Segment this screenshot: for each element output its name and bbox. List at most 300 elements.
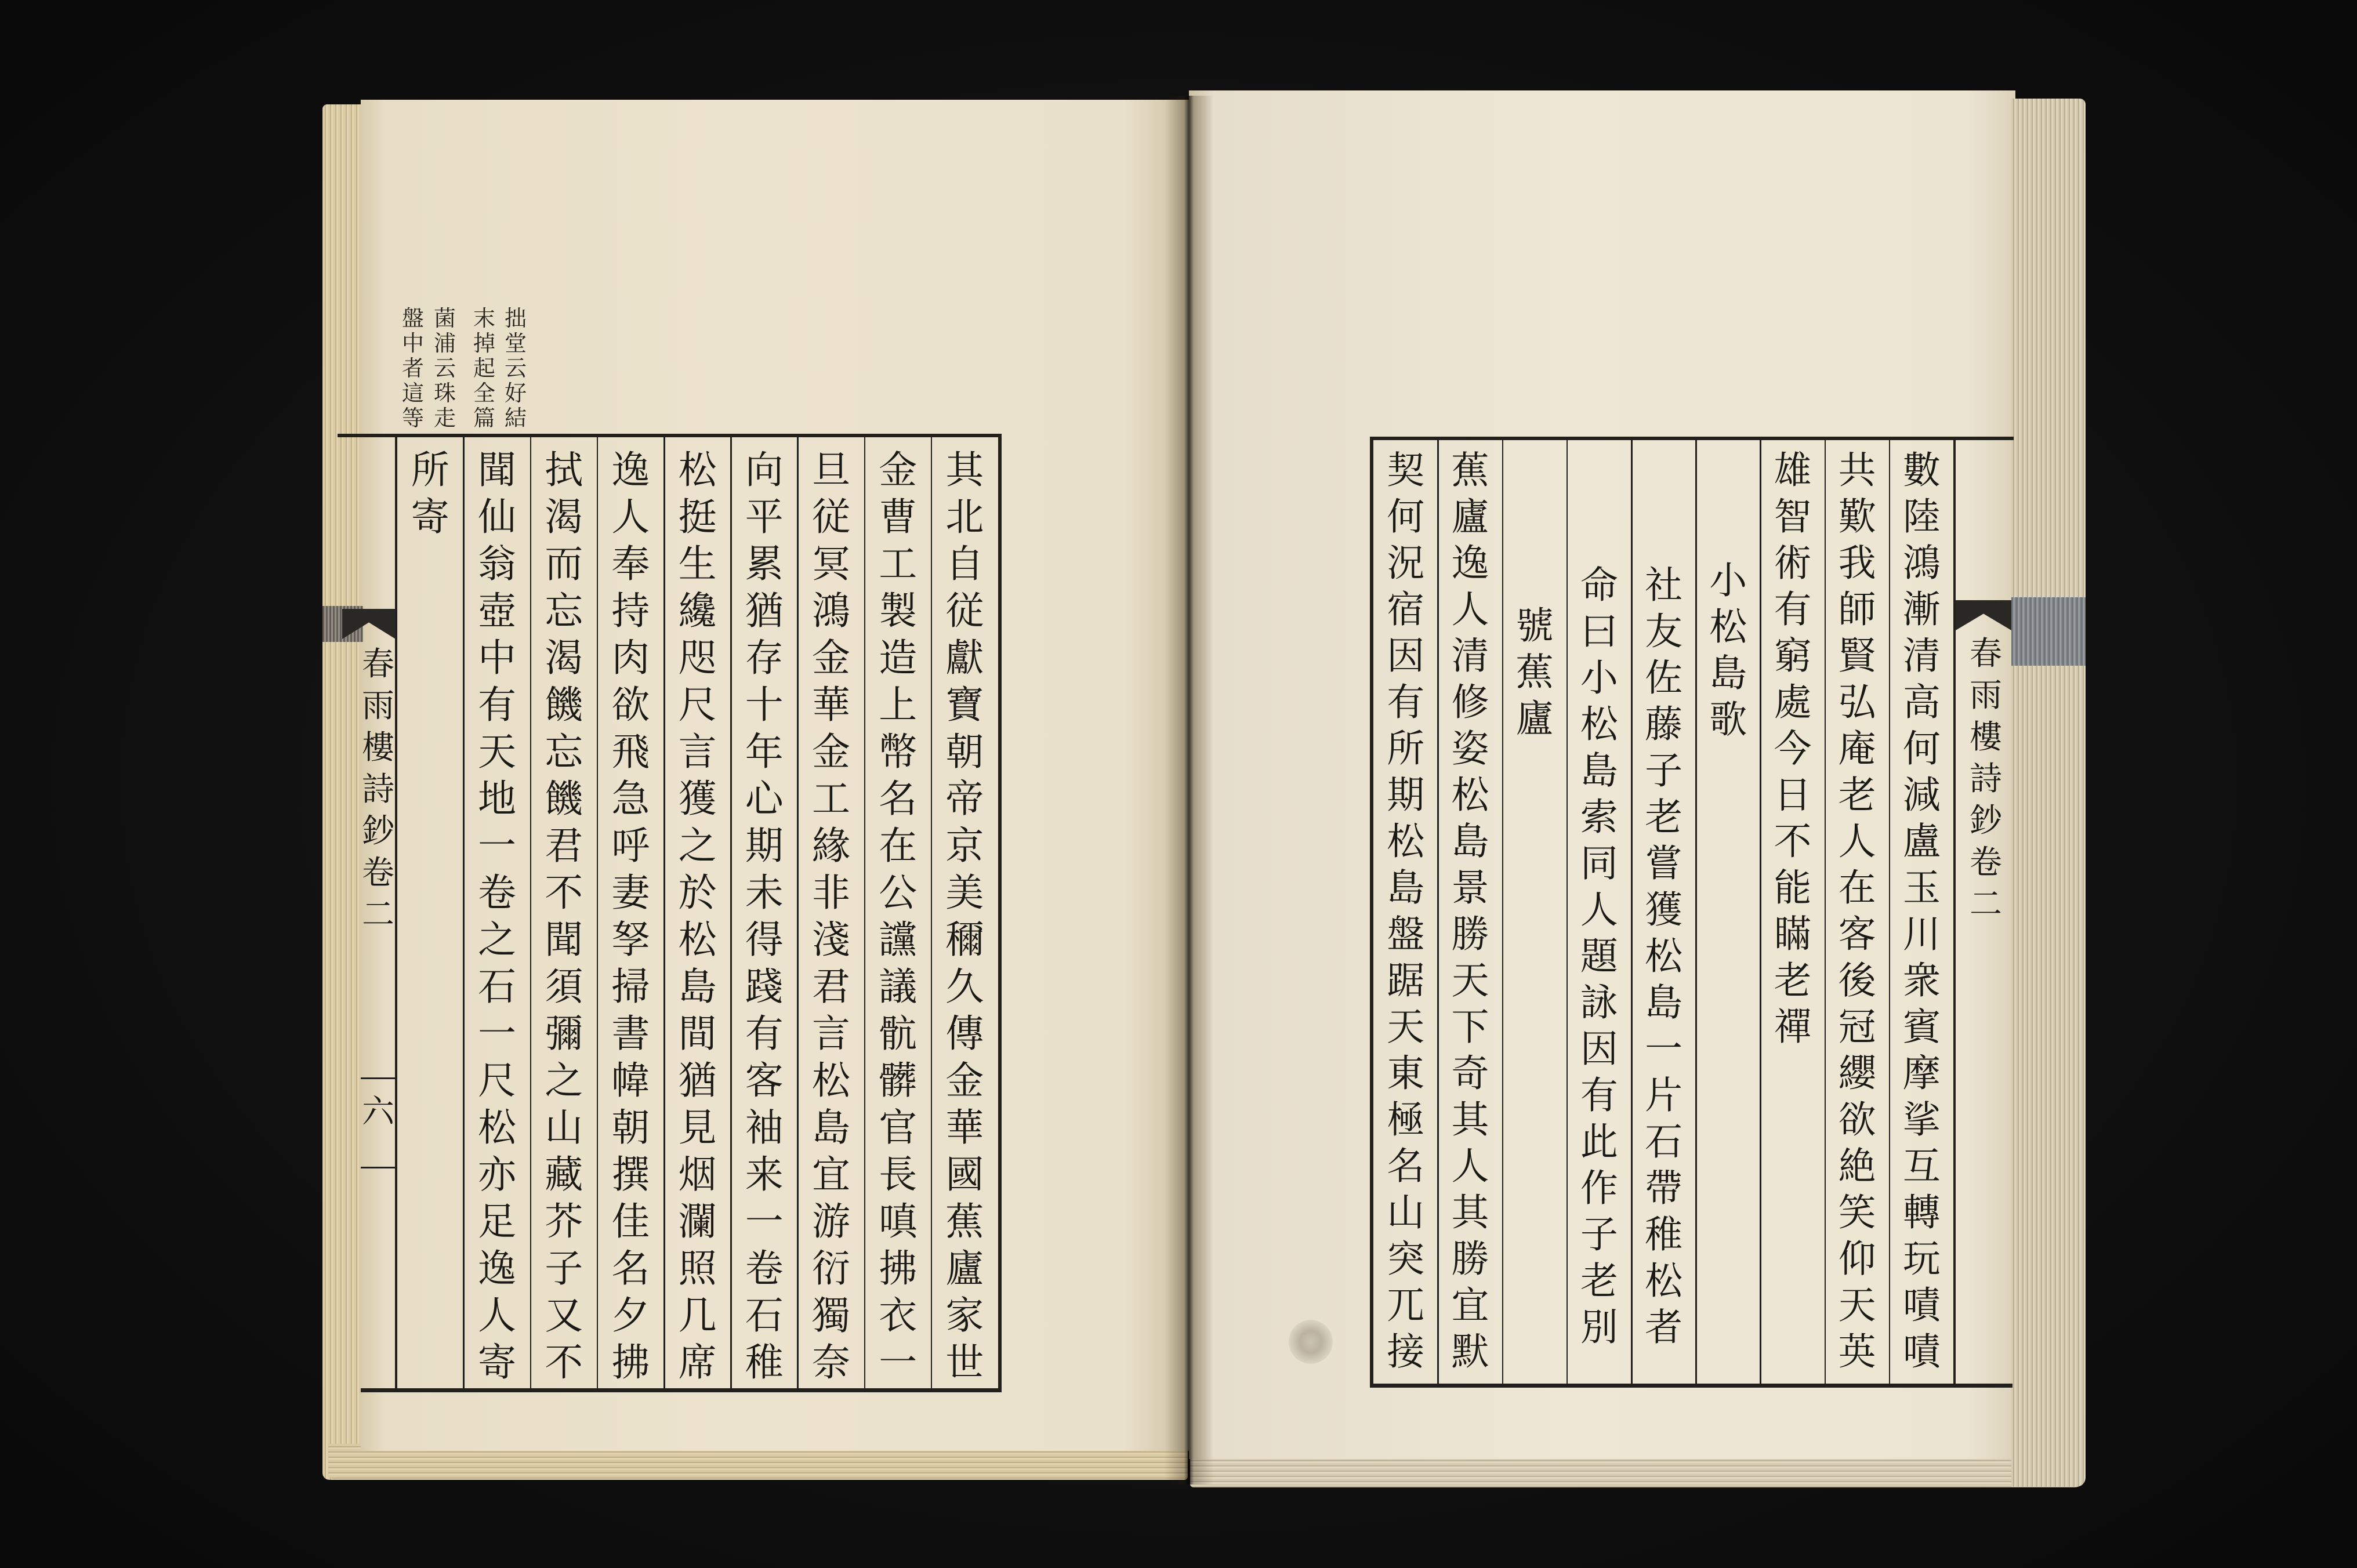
glyph: 卷 — [1970, 844, 2002, 881]
glyph: 廬 — [1451, 495, 1489, 539]
glyph: 年 — [745, 729, 784, 774]
glyph: 帝 — [945, 776, 984, 821]
glyph: 美 — [945, 870, 984, 915]
glyph: 仙 — [477, 495, 516, 539]
glyph: 老 — [1645, 796, 1683, 839]
glyph: 術 — [1774, 542, 1812, 585]
glyph: 渴 — [545, 495, 583, 539]
glyph: 玩 — [1902, 1237, 1941, 1281]
glyph: 題 — [1580, 935, 1618, 978]
glyph: 川 — [1902, 913, 1941, 956]
glyph: 曰 — [1580, 610, 1618, 654]
glyph: 其 — [1451, 1191, 1489, 1235]
glyph: 松 — [1645, 935, 1683, 978]
right-frame-bottom-border — [1370, 1384, 2012, 1388]
glyph: 十 — [745, 683, 784, 727]
glyph: 期 — [1387, 774, 1425, 817]
glyph: 拙 — [504, 306, 527, 331]
glyph: 肉 — [611, 636, 650, 680]
glyph: 蕉 — [1515, 651, 1554, 694]
glyph: 老 — [1580, 1260, 1618, 1303]
glyph: 金 — [945, 1058, 984, 1103]
glyph: 人 — [1451, 588, 1489, 631]
glyph: 累 — [745, 542, 784, 586]
glyph: 詠 — [1580, 981, 1618, 1025]
glyph: 仰 — [1838, 1237, 1876, 1281]
glyph: 全 — [473, 380, 495, 406]
glyph: 淺 — [811, 917, 850, 962]
glyph: 有 — [477, 683, 516, 727]
glyph: 華 — [811, 683, 850, 727]
glyph: 二 — [1970, 885, 2002, 923]
glyph: 奇 — [1451, 1052, 1489, 1095]
glyph: 芥 — [545, 1199, 583, 1244]
glyph: 傳 — [945, 1011, 984, 1056]
text-column — [1438, 448, 1502, 1375]
glyph: 老 — [1838, 774, 1876, 817]
glyph: 石 — [477, 964, 516, 1009]
text-column — [1760, 448, 1825, 1051]
glyph: 卷 — [745, 1246, 784, 1291]
glyph: 翁 — [477, 542, 516, 586]
glyph: 東 — [1387, 1052, 1425, 1095]
glyph: 作 — [1580, 1167, 1618, 1210]
glyph: 人 — [477, 1293, 516, 1338]
preface-column — [1631, 562, 1696, 1351]
glyph: 今 — [1774, 727, 1812, 771]
glyph: 飛 — [611, 729, 650, 774]
glyph: 一 — [477, 1011, 516, 1056]
glyph: 客 — [1838, 913, 1876, 956]
glyph: 獨 — [811, 1293, 850, 1338]
glyph: 袖 — [745, 1105, 784, 1150]
glyph: 尺 — [477, 1058, 516, 1103]
glyph: 尺 — [678, 683, 717, 727]
glyph: 絶 — [1838, 1145, 1876, 1188]
glyph: 盤 — [401, 306, 424, 331]
glyph: 者 — [401, 355, 424, 381]
glyph: 藏 — [545, 1152, 583, 1197]
glyph: 言 — [678, 729, 717, 774]
glyph: 其 — [945, 448, 984, 492]
glyph: 之 — [545, 1058, 583, 1103]
glyph: 君 — [545, 823, 583, 868]
glyph: 石 — [745, 1293, 784, 1338]
glyph: 者 — [1645, 1306, 1683, 1349]
glyph: 接 — [1387, 1330, 1425, 1374]
glyph: 宿 — [1387, 588, 1425, 631]
glyph: 詩 — [1970, 760, 2002, 798]
glyph: 在 — [1838, 866, 1876, 910]
glyph: 呼 — [611, 823, 650, 868]
glyph: 摩 — [1902, 1052, 1941, 1095]
glyph: 處 — [1774, 681, 1812, 724]
glyph: 朝 — [611, 1105, 650, 1150]
glyph: 結 — [504, 405, 527, 431]
glyph: 緣 — [811, 823, 850, 868]
glyph: 石 — [1645, 1120, 1683, 1164]
glyph: 孥 — [611, 917, 650, 962]
stamp-mark — [1289, 1320, 1333, 1364]
glyph: 歌 — [1709, 698, 1747, 742]
glyph: 自 — [945, 542, 984, 586]
glyph: 有 — [1387, 681, 1425, 724]
glyph: 寄 — [477, 1340, 516, 1385]
glyph: 挺 — [678, 495, 717, 539]
glyph: 名 — [611, 1246, 650, 1291]
glyph: 因 — [1580, 1028, 1618, 1071]
glyph: 照 — [678, 1246, 717, 1291]
glyph: 心 — [745, 776, 784, 821]
glyph: 樓 — [362, 729, 394, 767]
glyph: 島 — [1645, 981, 1683, 1025]
glyph: 平 — [745, 495, 784, 539]
glyph: 議 — [879, 964, 918, 1009]
glyph: 子 — [1645, 749, 1683, 793]
glyph: 窮 — [1774, 634, 1812, 678]
glyph: 宜 — [811, 1152, 850, 1197]
glyph: 未 — [745, 870, 784, 915]
glyph: 兀 — [1387, 1284, 1425, 1327]
glyph: 忘 — [545, 729, 583, 774]
glyph: 號 — [1515, 604, 1554, 648]
glyph: 玉 — [1902, 866, 1941, 910]
glyph: 期 — [745, 823, 784, 868]
glyph: 幣 — [879, 729, 918, 774]
glyph: 此 — [1580, 1120, 1618, 1164]
glyph: 島 — [1709, 652, 1747, 695]
glyph: 寶 — [945, 683, 984, 727]
glyph: 足 — [477, 1199, 516, 1244]
text-column — [1825, 448, 1890, 1375]
glyph: 金 — [879, 448, 918, 492]
glyph: 地 — [477, 776, 516, 821]
glyph: 有 — [1580, 1074, 1618, 1117]
glyph: 一 — [1645, 1028, 1683, 1071]
glyph: 纓 — [1838, 1052, 1876, 1095]
glyph: 陸 — [1902, 495, 1941, 539]
glyph: 云 — [433, 355, 456, 381]
right-frame-top-border — [1370, 437, 2014, 440]
glyph: 瀾 — [678, 1199, 717, 1244]
glyph: 片 — [1645, 1074, 1683, 1117]
glyph: 家 — [945, 1293, 984, 1338]
glyph: 公 — [879, 870, 918, 915]
glyph: 藤 — [1645, 703, 1683, 746]
glyph: 而 — [545, 542, 583, 586]
glyph: 松 — [1387, 820, 1425, 863]
glyph: 穪 — [945, 917, 984, 962]
glyph: 天 — [1838, 1284, 1876, 1327]
glyph: 漸 — [1902, 588, 1941, 631]
glyph: 従 — [811, 495, 850, 539]
glyph: 盤 — [1387, 913, 1425, 956]
glyph: 師 — [1838, 588, 1876, 631]
glyph: 松 — [477, 1105, 516, 1150]
glyph: 所 — [1387, 727, 1425, 771]
glyph: 社 — [1645, 564, 1683, 607]
glyph: 稚 — [745, 1340, 784, 1385]
glyph: 造 — [879, 636, 918, 680]
glyph: 詩 — [362, 771, 394, 808]
right-page-edge-stack — [2011, 99, 2086, 1487]
glyph: 嘖 — [1902, 1284, 1941, 1327]
glyph: 欲 — [1838, 1098, 1876, 1142]
glyph: 不 — [1774, 820, 1812, 863]
glyph: 勝 — [1451, 1237, 1489, 1281]
glyph: 同 — [1580, 842, 1618, 885]
glyph: 挲 — [1902, 1098, 1941, 1142]
glyph: 轉 — [1902, 1191, 1941, 1235]
glyph: 卷 — [477, 870, 516, 915]
glyph: 賓 — [1902, 1006, 1941, 1049]
glyph: 不 — [545, 1340, 583, 1385]
glyph: 奈 — [811, 1340, 850, 1385]
glyph: 几 — [678, 1293, 717, 1338]
glyph: 默 — [1451, 1330, 1489, 1374]
glyph: 中 — [477, 636, 516, 680]
glyph: 瞞 — [1774, 913, 1812, 956]
glyph: 一 — [879, 1340, 918, 1385]
glyph: 鈔 — [362, 812, 394, 850]
glyph: 卷 — [362, 854, 394, 892]
glyph: 官 — [879, 1105, 918, 1150]
glyph: 長 — [879, 1152, 918, 1197]
glyph: 突 — [1387, 1237, 1425, 1281]
glyph: 堂 — [504, 331, 527, 356]
glyph: 久 — [945, 964, 984, 1009]
right-page-edge-ink-band — [2011, 597, 2086, 666]
glyph: 能 — [1774, 866, 1812, 910]
glyph: 春 — [362, 645, 394, 683]
text-column — [1890, 448, 1954, 1375]
glyph: 製 — [879, 589, 918, 633]
glyph: 松 — [678, 448, 717, 492]
glyph: 嘖 — [1902, 1330, 1941, 1374]
glyph: 春 — [1970, 635, 2002, 673]
glyph: 猶 — [745, 589, 784, 633]
glyph: 島 — [1387, 866, 1425, 910]
glyph: 英 — [1838, 1330, 1876, 1374]
glyph: 踐 — [745, 964, 784, 1009]
glyph: 契 — [1387, 449, 1425, 492]
glyph: 走 — [433, 405, 456, 431]
glyph: 華 — [945, 1105, 984, 1150]
glyph: 廬 — [1515, 697, 1554, 741]
glyph: 中 — [401, 331, 424, 356]
glyph: 何 — [1902, 727, 1941, 771]
glyph: 烟 — [678, 1152, 717, 1197]
glyph: 逸 — [1451, 542, 1489, 585]
glyph: 君 — [811, 964, 850, 1009]
glyph: 弘 — [1838, 681, 1876, 724]
glyph: 浦 — [433, 331, 456, 356]
text-column — [1373, 448, 1438, 1375]
glyph: 六 — [362, 1093, 394, 1131]
glyph: 所 — [411, 448, 449, 492]
glyph: 友 — [1645, 610, 1683, 654]
glyph: 之 — [678, 823, 717, 868]
glyph: 猶 — [678, 1058, 717, 1103]
glyph: 拂 — [879, 1246, 918, 1291]
glyph: 従 — [945, 589, 984, 633]
glyph: 客 — [745, 1058, 784, 1103]
glyph: 書 — [611, 1011, 650, 1056]
glyph: 非 — [811, 870, 850, 915]
glyph: 松 — [1709, 605, 1747, 649]
glyph: 佐 — [1645, 656, 1683, 700]
glyph: 島 — [1580, 749, 1618, 793]
glyph: 松 — [811, 1058, 850, 1103]
glyph: 嗔 — [879, 1199, 918, 1244]
glyph: 云 — [504, 355, 527, 381]
glyph: 撰 — [611, 1152, 650, 1197]
glyph: 小 — [1580, 656, 1618, 700]
glyph: 上 — [879, 683, 918, 727]
glyph: 聞 — [545, 917, 583, 962]
glyph: 不 — [545, 870, 583, 915]
glyph: 等 — [401, 405, 424, 431]
glyph: 菌 — [433, 306, 456, 331]
glyph: 須 — [545, 964, 583, 1009]
glyph: 一 — [477, 823, 516, 868]
glyph: 得 — [745, 917, 784, 962]
glyph: 起 — [473, 355, 495, 381]
glyph: 雄 — [1774, 449, 1812, 492]
glyph: 逸 — [477, 1246, 516, 1291]
glyph: 朝 — [945, 729, 984, 774]
glyph: 島 — [811, 1105, 850, 1150]
glyph: 況 — [1387, 542, 1425, 585]
glyph: 天 — [1451, 959, 1489, 1003]
glyph: 拂 — [611, 1340, 650, 1385]
glyph: 高 — [1902, 681, 1941, 724]
glyph: 別 — [1580, 1306, 1618, 1349]
glyph: 歎 — [1838, 495, 1876, 539]
glyph: 饑 — [545, 776, 583, 821]
glyph: 天 — [1387, 1006, 1425, 1049]
glyph: 忘 — [545, 589, 583, 633]
glyph: 有 — [1774, 588, 1812, 631]
glyph: 日 — [1774, 774, 1812, 817]
glyph: 掉 — [473, 331, 495, 356]
glyph: 一 — [745, 1199, 784, 1244]
glyph: 山 — [1387, 1191, 1425, 1235]
glyph: 雨 — [362, 687, 394, 725]
glyph: 冠 — [1838, 1006, 1876, 1049]
glyph: 姿 — [1451, 727, 1489, 771]
poem-title — [1696, 558, 1760, 743]
glyph: 旦 — [811, 448, 850, 492]
glyph: 寄 — [411, 495, 449, 539]
glyph: 松 — [678, 917, 717, 962]
glyph: 稚 — [1645, 1213, 1683, 1257]
glyph: 纔 — [678, 589, 717, 633]
glyph: 獻 — [945, 636, 984, 680]
glyph: 島 — [678, 964, 717, 1009]
glyph: 於 — [678, 870, 717, 915]
glyph: 命 — [1580, 564, 1618, 607]
glyph: 何 — [1387, 495, 1425, 539]
glyph: 彌 — [545, 1011, 583, 1056]
glyph: 共 — [1838, 449, 1876, 492]
glyph: 向 — [745, 448, 784, 492]
glyph: 廬 — [945, 1246, 984, 1291]
glyph: 小 — [1709, 559, 1747, 602]
glyph: 北 — [945, 495, 984, 539]
glyph: 松 — [1580, 703, 1618, 746]
glyph: 獲 — [678, 776, 717, 821]
glyph: 清 — [1902, 634, 1941, 678]
glyph: 減 — [1902, 774, 1941, 817]
glyph: 清 — [1451, 634, 1489, 678]
glyph: 衆 — [1902, 959, 1941, 1003]
glyph: 急 — [611, 776, 650, 821]
glyph: 國 — [945, 1152, 984, 1197]
glyph: 下 — [1451, 1006, 1489, 1049]
glyph: 妻 — [611, 870, 650, 915]
glyph: 工 — [811, 776, 850, 821]
glyph: 言 — [811, 1011, 850, 1056]
preface-column — [1503, 603, 1567, 742]
book-gutter-shadow — [1165, 96, 1213, 1484]
glyph: 工 — [879, 542, 918, 586]
glyph: 人 — [611, 495, 650, 539]
glyph: 見 — [678, 1105, 717, 1150]
glyph: 獲 — [1645, 888, 1683, 932]
glyph: 好 — [504, 380, 527, 406]
glyph: 渴 — [545, 636, 583, 680]
center-fold-title — [1968, 633, 2003, 925]
glyph: 嘗 — [1645, 842, 1683, 885]
glyph: 雨 — [1970, 677, 2002, 714]
glyph: 修 — [1451, 681, 1489, 724]
glyph: 珠 — [433, 380, 456, 406]
glyph: 老 — [1774, 959, 1812, 1003]
glyph: 互 — [1902, 1145, 1941, 1188]
glyph: 又 — [545, 1293, 583, 1338]
glyph: 世 — [945, 1340, 984, 1385]
glyph: 勝 — [1451, 913, 1489, 956]
glyph: 間 — [678, 1011, 717, 1056]
glyph: 幃 — [611, 1058, 650, 1103]
glyph: 衍 — [811, 1246, 850, 1291]
glyph: 智 — [1774, 495, 1812, 539]
glyph: 拭 — [545, 448, 583, 492]
glyph: 極 — [1387, 1098, 1425, 1142]
glyph: 存 — [745, 636, 784, 680]
glyph: 生 — [678, 542, 717, 586]
glyph: 髒 — [879, 1058, 918, 1103]
glyph: 山 — [545, 1105, 583, 1150]
glyph: 壺 — [477, 589, 516, 633]
glyph: 子 — [1580, 1213, 1618, 1257]
glyph: 盧 — [1902, 820, 1941, 863]
glyph: 島 — [1451, 820, 1489, 863]
glyph: 索 — [1580, 796, 1618, 839]
glyph: 庵 — [1838, 727, 1876, 771]
glyph: 樓 — [1970, 718, 2002, 756]
glyph: 人 — [1838, 820, 1876, 863]
glyph: 冥 — [811, 542, 850, 586]
glyph: 曹 — [879, 495, 918, 539]
glyph: 賢 — [1838, 634, 1876, 678]
glyph: 名 — [1387, 1145, 1425, 1188]
glyph: 宜 — [1451, 1284, 1489, 1327]
preface-column — [1567, 562, 1631, 1351]
glyph: 夕 — [611, 1293, 650, 1338]
glyph: 景 — [1451, 866, 1489, 910]
